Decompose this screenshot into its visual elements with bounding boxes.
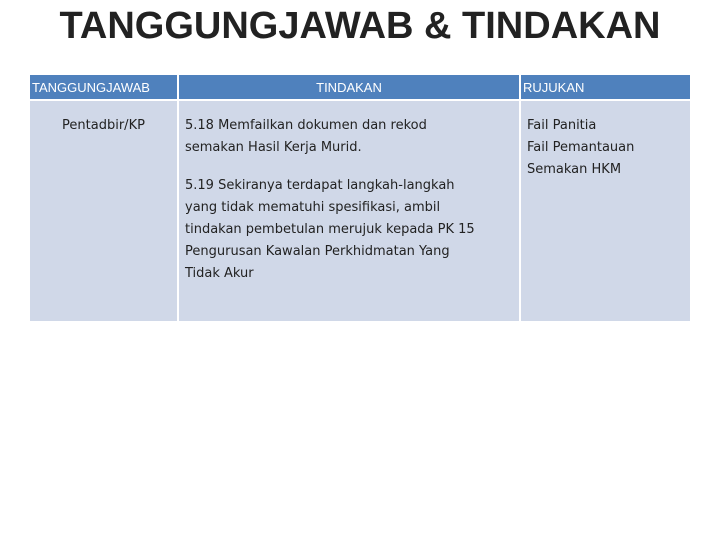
action-line: 5.18 Memfailkan dokumen dan rekod [185,118,427,133]
header-tindakan: TINDAKAN [178,75,520,100]
action-line: yang tidak mematuhi spesifikasi, ambil [185,200,441,215]
header-tanggungjawab: TANGGUNGJAWAB [30,75,178,100]
slide-title: TANGGUNGJAWAB & TINDAKAN [59,5,661,47]
action-line: tindakan pembetulan merujuk kepada PK 15 [185,222,475,237]
header-rujukan: RUJUKAN [520,75,690,100]
references-cell [520,100,690,321]
action-line: 5.19 Sekiranya terdapat langkah-langkah [185,178,455,193]
reference-fail-pemantauan: Fail Pemantauan [527,140,635,155]
action-item-5-18 [185,115,513,159]
role-cell: Pentadbir/KP [30,100,178,321]
actions-cell [178,100,520,321]
action-line: Tidak Akur [185,266,254,281]
action-line: semakan Hasil Kerja Murid. [185,140,362,155]
reference-semakan-hkm: Semakan HKM [527,162,622,177]
table-header-row [30,75,690,100]
reference-fail-panitia: Fail Panitia [527,118,597,133]
table-row [30,100,690,321]
action-line: Pengurusan Kawalan Perkhidmatan Yang [185,244,450,259]
action-item-5-19 [185,175,513,285]
responsibility-table [30,75,690,321]
